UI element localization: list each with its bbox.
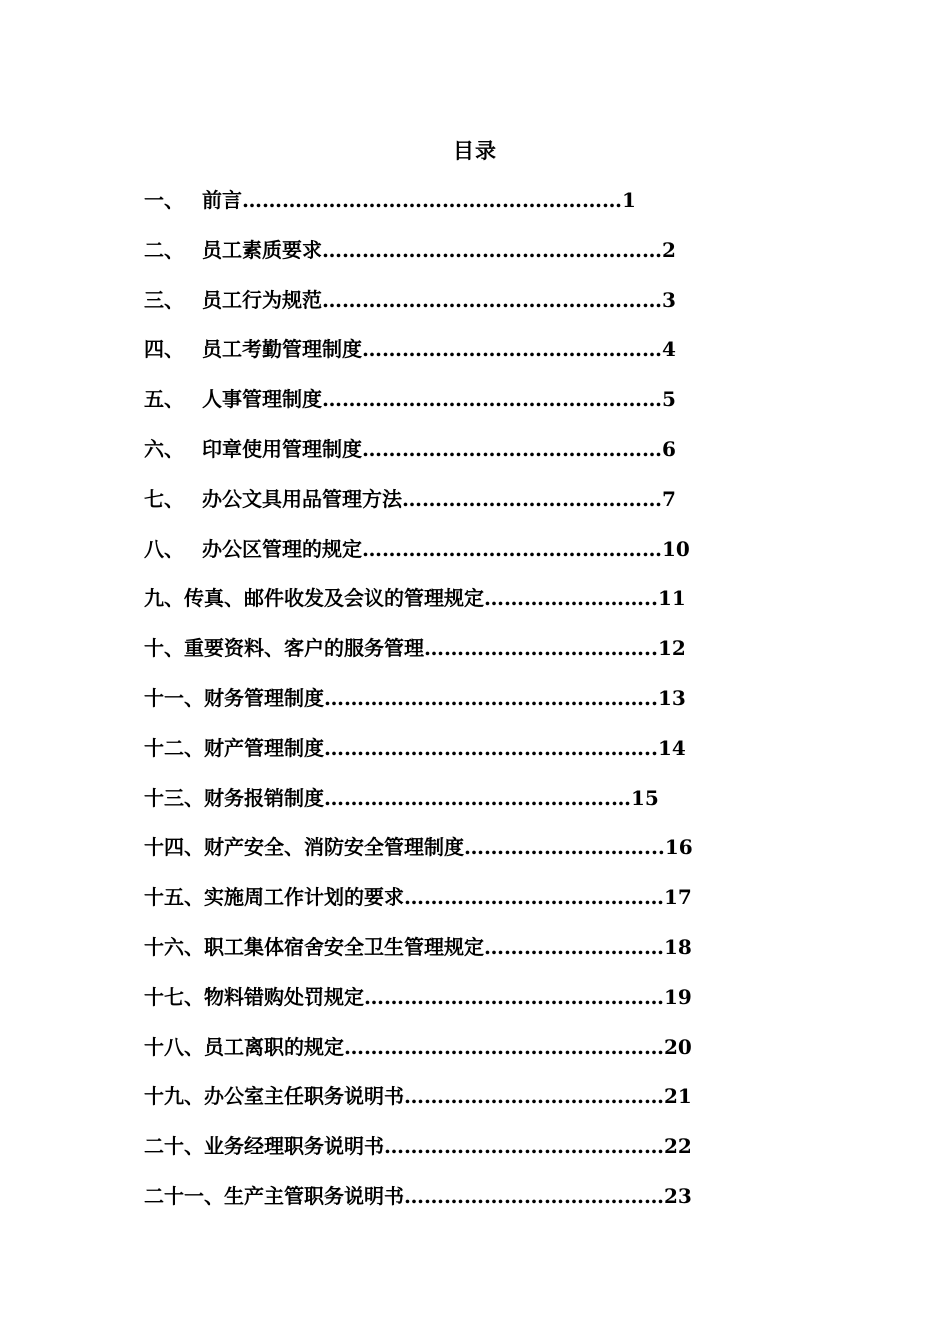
toc-entry[interactable] — [144, 980, 744, 1030]
toc-entry-title: 财产安全、消防安全管理制度 — [204, 835, 464, 860]
toc-entry-title: 物料错购处罚规定 — [204, 984, 364, 1009]
toc-entry[interactable] — [144, 432, 744, 482]
toc-entry-title: 财务报销制度 — [204, 785, 324, 810]
toc-entry[interactable] — [144, 1030, 744, 1080]
toc-entry-title: 办公室主任职务说明书 — [204, 1084, 404, 1109]
toc-entry-title: 办公文具用品管理方法 — [202, 486, 402, 511]
toc-entry-number: 十九、 — [144, 1084, 204, 1109]
toc-leader-dots: …………………………………………… — [322, 237, 662, 262]
toc-leader-dots: …………………………………………… — [322, 387, 662, 412]
toc-entry-page-number: 15 — [630, 785, 659, 810]
toc-entry-title: 员工考勤管理制度 — [202, 337, 362, 362]
toc-entry-page-number: 23 — [664, 1183, 692, 1208]
toc-entry-title: 人事管理制度 — [202, 387, 322, 412]
toc-entry-page-number: 20 — [664, 1034, 692, 1059]
toc-leader-dots: ……………………………………… — [364, 984, 664, 1009]
toc-entry-number: 十八、 — [144, 1034, 204, 1059]
toc-leader-dots: ………………………………………….. — [324, 685, 658, 710]
toc-entry-title: 员工素质要求 — [202, 237, 322, 262]
toc-entry-number: 五、 — [144, 387, 184, 412]
toc-entry-number: 二、 — [144, 237, 184, 262]
toc-leader-dots: …………………………………….… — [324, 785, 631, 810]
toc-entry-page-number: 12 — [657, 636, 686, 661]
toc-entry[interactable] — [144, 233, 744, 283]
toc-entry[interactable] — [144, 731, 744, 781]
toc-leader-dots: ………………………………… — [404, 1084, 664, 1109]
toc-leader-dots: ……………………………………… — [362, 337, 662, 362]
toc-entry[interactable] — [144, 631, 744, 681]
toc-entry-number: 十五、 — [144, 885, 204, 910]
toc-entry-page-number: 1 — [622, 188, 636, 212]
toc-entry-number: 十、 — [144, 636, 184, 661]
toc-entry-title: 员工离职的规定 — [204, 1034, 344, 1059]
toc-leader-dots: …………………………………… — [384, 1134, 664, 1159]
toc-entry-page-number: 13 — [657, 685, 686, 710]
toc-entry-page-number: 11 — [657, 586, 686, 611]
toc-entry[interactable] — [144, 1079, 744, 1129]
toc-entry[interactable] — [144, 283, 744, 333]
toc-leader-dots: ………………………………… — [402, 486, 662, 511]
toc-entry-number: 六、 — [144, 436, 184, 461]
toc-leader-dots: ………………………... — [464, 835, 665, 860]
toc-entry[interactable] — [144, 681, 744, 731]
toc-entry-title: 职工集体宿舍安全卫生管理规定 — [204, 934, 484, 959]
toc-entry-title: 员工行为规范 — [202, 287, 322, 312]
toc-entry[interactable] — [144, 880, 744, 930]
toc-entry-number: 四、 — [144, 337, 184, 362]
toc-entry[interactable] — [144, 482, 744, 532]
toc-leader-dots: ……………………… — [484, 934, 664, 959]
toc-entry[interactable] — [144, 532, 744, 582]
toc-entry-page-number: 5 — [662, 387, 676, 412]
table-of-contents — [144, 183, 744, 1229]
toc-entry[interactable] — [144, 183, 744, 233]
toc-entry-page-number: 3 — [662, 287, 676, 312]
toc-leader-dots: …………………………………………… — [322, 287, 662, 312]
toc-entry-page-number: 7 — [662, 486, 676, 511]
toc-entry-number: 二十一、 — [144, 1183, 224, 1208]
toc-title: 目录 — [453, 138, 497, 163]
toc-entry-number: 十六、 — [144, 934, 204, 959]
toc-entry-number: 七、 — [144, 486, 184, 511]
toc-leader-dots: …………………….. — [484, 586, 658, 611]
toc-entry[interactable] — [144, 581, 744, 631]
toc-entry[interactable] — [144, 382, 744, 432]
toc-entry-title: 重要资料、客户的服务管理 — [184, 636, 424, 661]
toc-entry-page-number: 14 — [657, 735, 686, 760]
toc-entry-number: 十七、 — [144, 984, 204, 1009]
toc-leader-dots: ………………………………………….. — [324, 735, 658, 760]
toc-leader-dots: ………………………………… — [404, 885, 664, 910]
toc-entry-number: 十三、 — [144, 785, 204, 810]
toc-entry[interactable] — [144, 1179, 744, 1229]
toc-entry-page-number: 22 — [664, 1134, 692, 1159]
toc-leader-dots: ……………………………………… — [362, 436, 662, 461]
toc-entry-number: 二十、 — [144, 1134, 204, 1159]
toc-entry-number: 十四、 — [144, 835, 204, 860]
toc-entry-page-number: 19 — [664, 984, 692, 1009]
toc-entry-title: 办公区管理的规定 — [202, 536, 362, 561]
toc-entry[interactable] — [144, 1129, 744, 1179]
toc-entry-title: 前言 — [202, 188, 242, 212]
toc-entry[interactable] — [144, 332, 744, 382]
toc-entry-number: 十一、 — [144, 685, 204, 710]
toc-entry-number: 一、 — [144, 188, 184, 212]
toc-entry-title: 实施周工作计划的要求 — [204, 885, 404, 910]
toc-entry[interactable] — [144, 930, 744, 980]
toc-entry-page-number: 2 — [662, 237, 676, 262]
toc-entry-title: 传真、邮件收发及会议的管理规定 — [184, 586, 484, 611]
toc-entry-page-number: 10 — [662, 536, 690, 561]
toc-entry-number: 十二、 — [144, 735, 204, 760]
toc-entry[interactable] — [144, 781, 744, 831]
toc-leader-dots: …………………………….. — [424, 636, 658, 661]
toc-entry-title: 财务管理制度 — [204, 685, 324, 710]
toc-entry-page-number: 21 — [664, 1084, 692, 1109]
toc-entry-number: 三、 — [144, 287, 184, 312]
toc-entry-title: 生产主管职务说明书 — [224, 1183, 404, 1208]
toc-entry-title: 印章使用管理制度 — [202, 436, 362, 461]
toc-entry-number: 八、 — [144, 536, 184, 561]
toc-entry-page-number: 17 — [664, 885, 692, 910]
toc-leader-dots: ……………………………………… — [362, 536, 662, 561]
toc-entry-number: 九、 — [144, 586, 184, 611]
toc-entry-page-number: 18 — [664, 934, 692, 959]
toc-entry-title: 财产管理制度 — [204, 735, 324, 760]
toc-entry[interactable] — [144, 830, 744, 880]
toc-entry-page-number: 6 — [662, 436, 676, 461]
toc-entry-page-number: 4 — [662, 337, 676, 362]
toc-entry-title: 业务经理职务说明书 — [204, 1134, 384, 1159]
toc-entry-page-number: 16 — [664, 835, 693, 860]
toc-leader-dots: ………………………………………… — [344, 1034, 664, 1059]
toc-leader-dots: ………………………………… — [404, 1183, 664, 1208]
toc-leader-dots: ………………………………………………… — [242, 188, 622, 212]
